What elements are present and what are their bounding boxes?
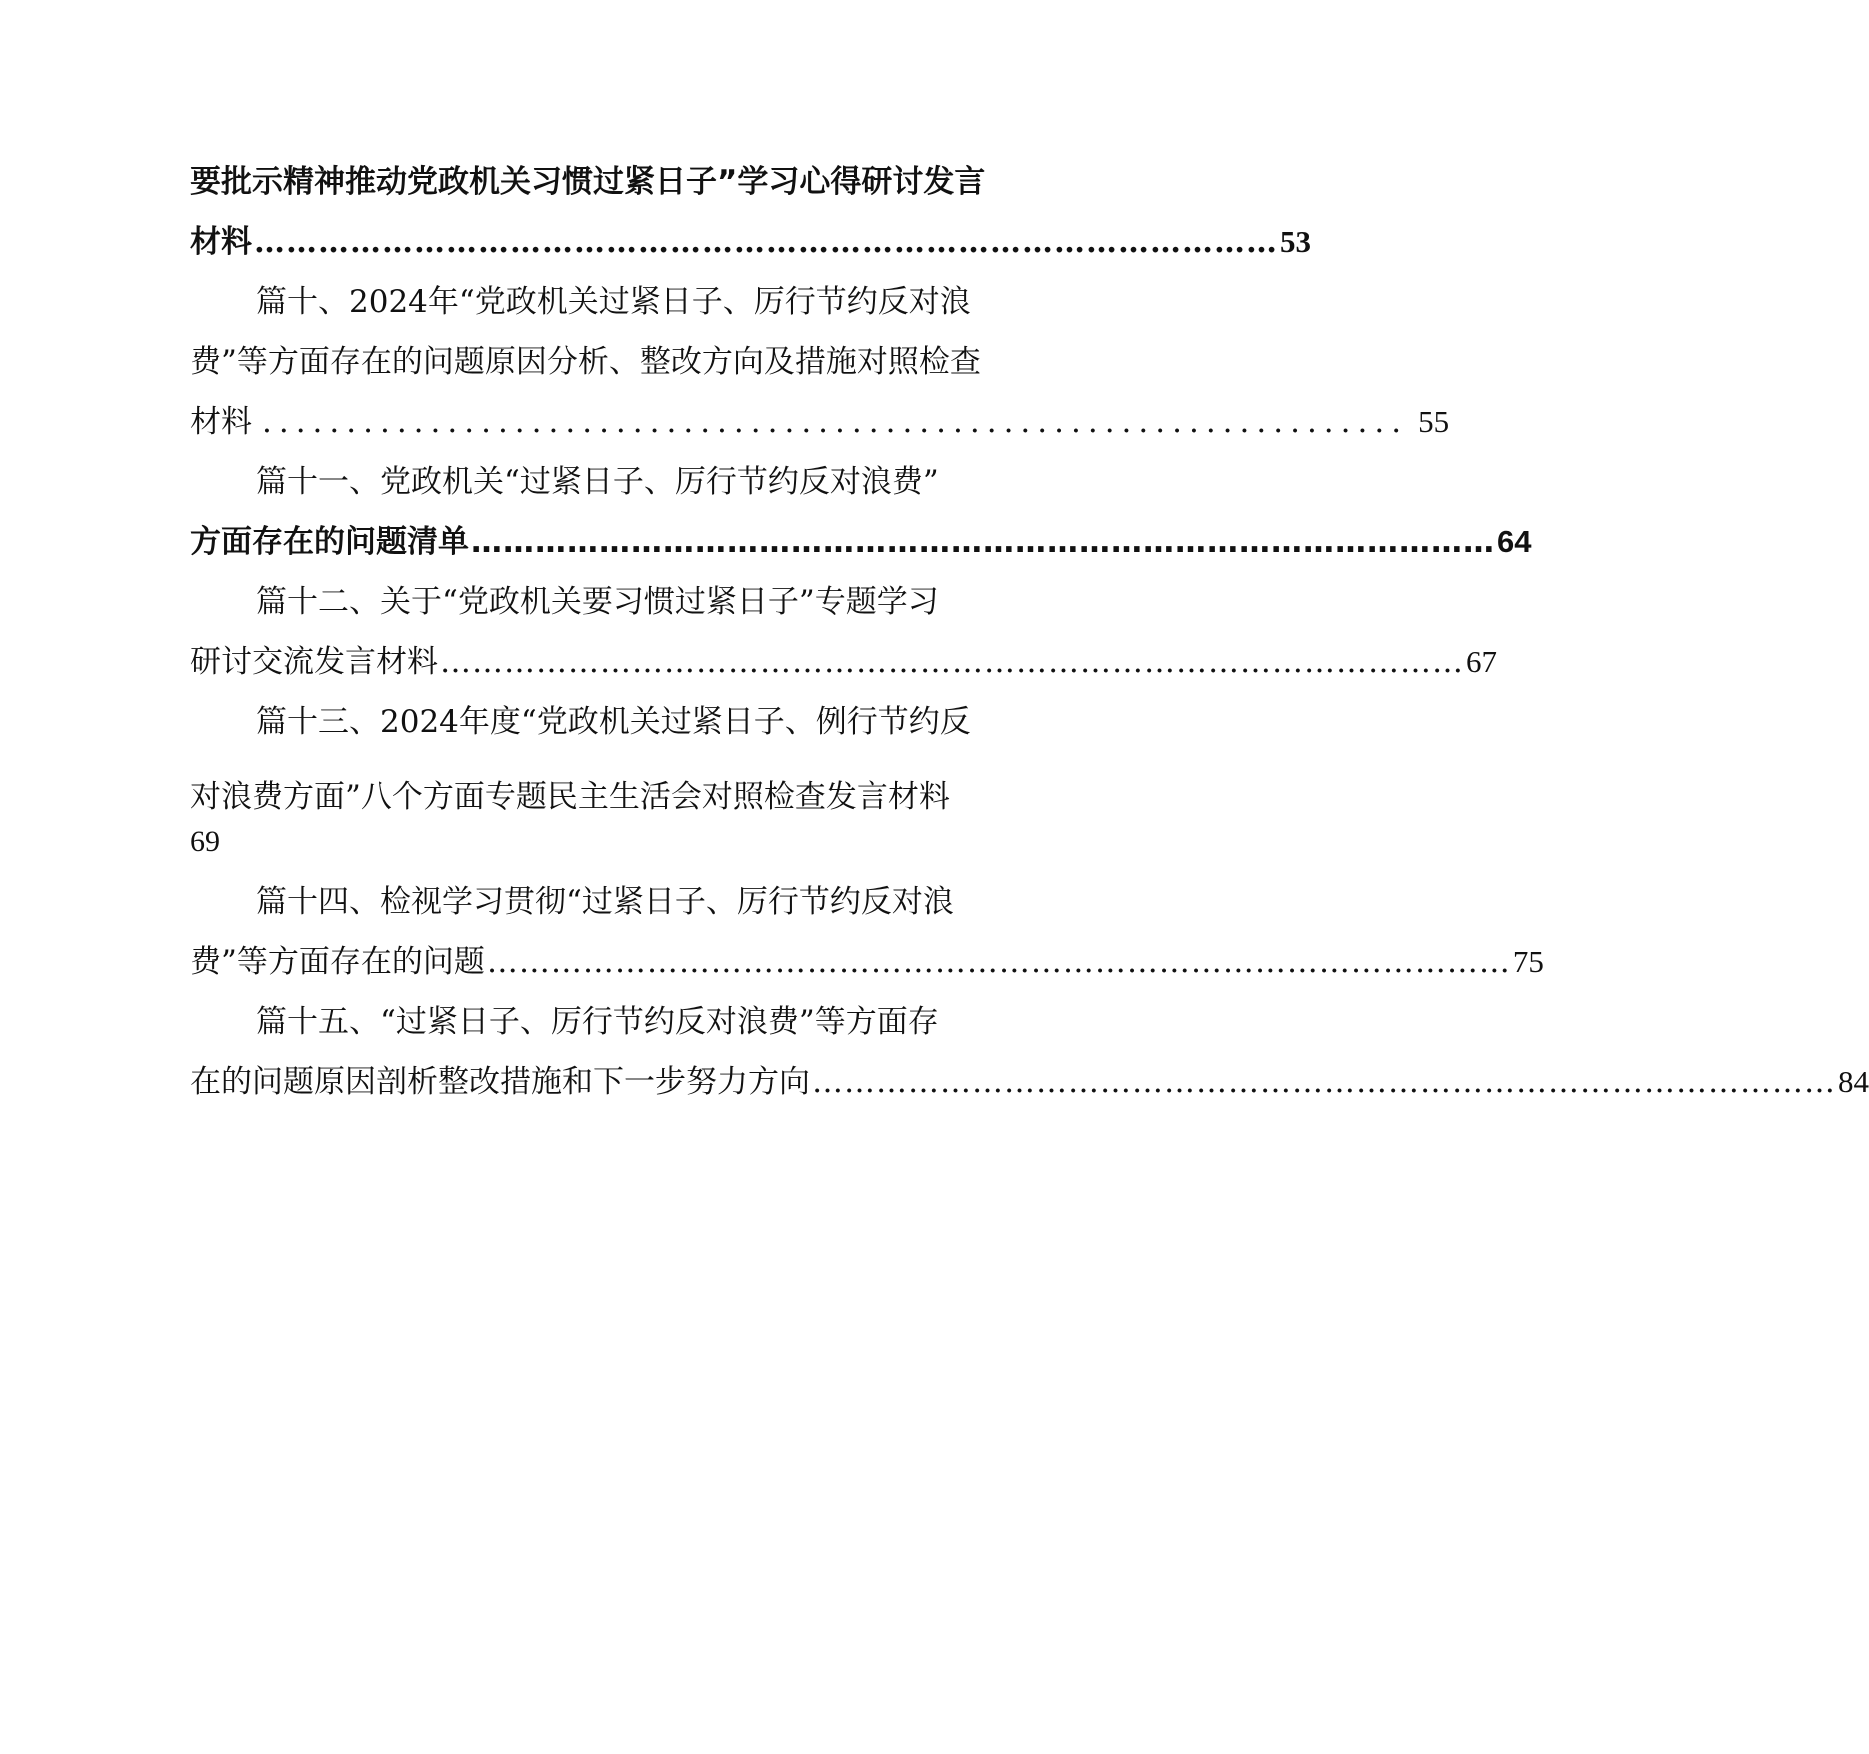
toc-entry-14-line-2[interactable] bbox=[190, 937, 1544, 987]
dot-leader: …………………………………………………………………………………… bbox=[486, 944, 1511, 980]
toc-entry-11-line-1 bbox=[190, 457, 1118, 507]
toc-entry-12-title-1: 篇十二、关于“党政机关要习惯过紧日子”专题学习 bbox=[256, 584, 939, 620]
toc-entry-13-line-1 bbox=[190, 697, 1118, 747]
toc-entry-10-title-2: 费”等方面存在的问题原因分析、整改方向及措施对照检查 bbox=[190, 344, 981, 380]
dot-leader: …………………………………………………………………………………… bbox=[254, 224, 1278, 260]
toc-entry-15-line-1 bbox=[190, 997, 1118, 1047]
dot-leader: …………………………………………………………………………………… bbox=[471, 524, 1495, 560]
toc-entry-12-line-1 bbox=[190, 577, 1118, 627]
dot-leader: .................................................................... bbox=[262, 404, 1409, 440]
toc-entry-10-line-1 bbox=[190, 277, 1118, 327]
dot-leader: …………………………………………………………………………………… bbox=[812, 1064, 1836, 1100]
toc-entry-13-page-number[interactable]: 69 bbox=[190, 825, 220, 858]
toc-entry-15-title-1: 篇十五、“过紧日子、厉行节约反对浪费”等方面存 bbox=[256, 1004, 939, 1040]
toc-entry-9-title-1: 要批示精神推动党政机关习惯过紧日子”学习心得研讨发言 bbox=[190, 164, 986, 200]
toc-entry-11-title-1: 篇十一、党政机关“过紧日子、厉行节约反对浪费” bbox=[256, 464, 939, 500]
toc-entry-12-line-2[interactable] bbox=[190, 637, 1497, 687]
toc-entry-11-line-2[interactable] bbox=[190, 517, 1532, 567]
toc-entry-15-line-2[interactable] bbox=[190, 1057, 1869, 1107]
toc-entry-14-line-1 bbox=[190, 877, 1118, 927]
toc-entry-12-page-number: 67 bbox=[1466, 644, 1497, 679]
toc-entry-15-page-number: 84 bbox=[1838, 1064, 1869, 1099]
toc-entry-13-line-2 bbox=[190, 772, 1052, 822]
toc-entry-10-line-2 bbox=[190, 337, 1052, 387]
toc-entry-10-title-1: 篇十、2024年“党政机关过紧日子、厉行节约反对浪 bbox=[256, 284, 971, 320]
toc-entry-13-title-1: 篇十三、2024年度“党政机关过紧日子、例行节约反 bbox=[256, 704, 971, 740]
toc-entry-11-page-number: 64 bbox=[1497, 524, 1532, 559]
toc-entry-9-title-2: 材料 bbox=[190, 224, 252, 260]
toc-entry-10-page-number: 55 bbox=[1418, 404, 1450, 439]
toc-entry-12-title-2: 研讨交流发言材料 bbox=[190, 644, 438, 680]
toc-entry-15-title-2: 在的问题原因剖析整改措施和下一步努力方向 bbox=[190, 1064, 810, 1100]
toc-entry-11-title-2: 方面存在的问题清单 bbox=[190, 524, 469, 560]
toc-entry-13-title-2: 对浪费方面”八个方面专题民主生活会对照检查发言材料 bbox=[190, 779, 950, 815]
toc-entry-10-title-3: 材料 bbox=[190, 404, 252, 440]
toc-entry-10-line-3[interactable] bbox=[190, 397, 1450, 447]
toc-entry-14-title-2: 费”等方面存在的问题 bbox=[190, 944, 485, 980]
toc-entry-9-line-2[interactable] bbox=[190, 217, 1311, 267]
toc-entry-14-title-1: 篇十四、检视学习贯彻“过紧日子、厉行节约反对浪 bbox=[256, 884, 954, 920]
toc-entry-9-page-number: 53 bbox=[1280, 224, 1311, 259]
toc-entry-14-page-number: 75 bbox=[1512, 944, 1544, 979]
toc-entry-9-line-1 bbox=[190, 157, 1052, 207]
dot-leader: …………………………………………………………………………………… bbox=[440, 644, 1464, 680]
